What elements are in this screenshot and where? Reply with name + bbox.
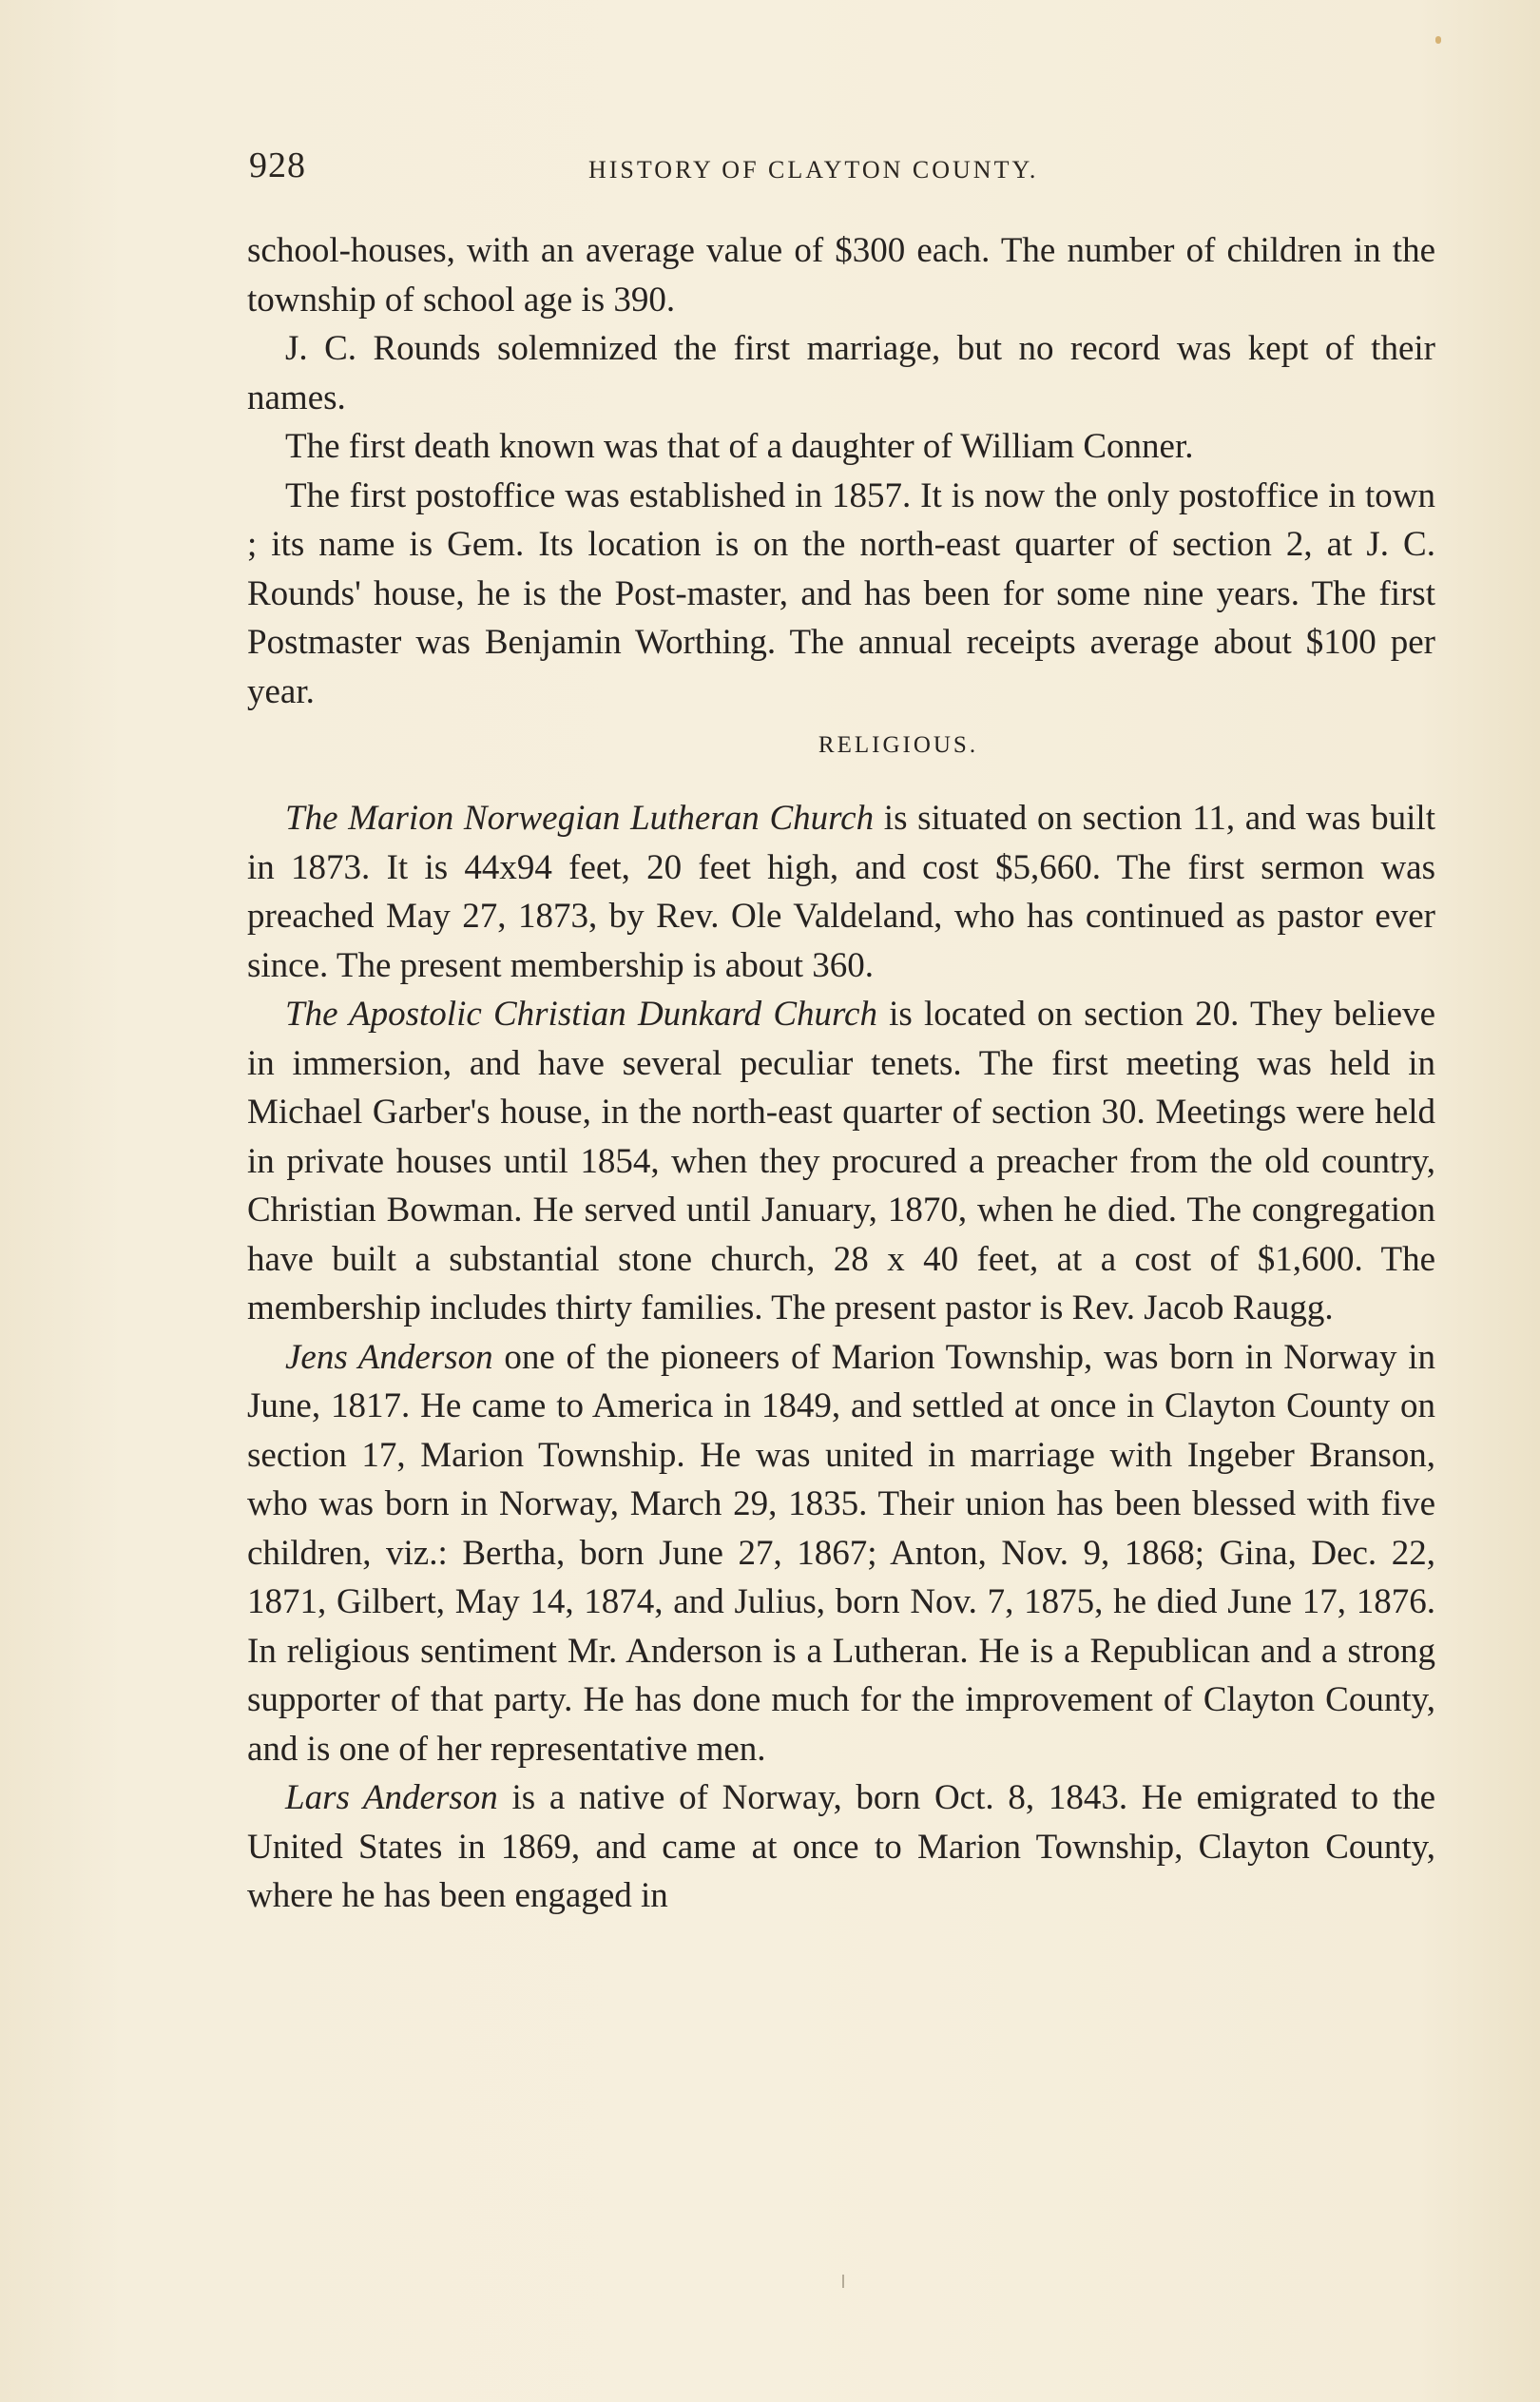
- paragraph-dunkard-church: [247, 990, 1435, 1333]
- lars-anderson-text: is a native of Norway, born Oct. 8, 1843. He emigrated to the United States in 1869, and came at once to Marion Township, Clayton County, where he has been engaged in: [247, 1778, 1435, 1915]
- paragraph-first-marriage: J. C. Rounds solemnized the first marriage, but no record was kept of their names.: [247, 329, 1435, 417]
- lutheran-church-text: is situated on section 11, and was built in 1873. It is 44x94 feet, 20 feet high, and cost $5,660. The first sermon was preached May 27, 1873, by Rev. Ole Valdeland, who has continued as pastor ever since. The present membership is about 360.: [247, 799, 1435, 985]
- paragraph-lars-anderson: [247, 1773, 1435, 1921]
- paragraph-lutheran-church: [247, 794, 1435, 990]
- page-header: [249, 145, 1434, 192]
- lutheran-church-title: The Marion Norwegian Lutheran Church: [285, 799, 875, 838]
- jens-anderson-text: one of the pioneers of Marion Township, was born in Norway in June, 1817. He came to America in 1849, and settled at once in Clayton County on section 17, Marion Township. He was united in marriage with Ingeber Branson, who was born in Norway, March 29, 1835. Their union has been blessed with five children, viz.: Bertha, born June 27, 1867; Anton, Nov. 9, 1868; Gina, Dec. 22, 1871, Gilbert, May 14, 1874, and Julius, born Nov. 7, 1875, he died June 17, 1876. In religious sentiment Mr. Anderson is a Lutheran. He is a Republican and a strong supporter of that party. He has done much for the improvement of Clayton County, and is one of her representative men.: [247, 1337, 1435, 1769]
- body-text: [247, 226, 1435, 1921]
- paper-blemish: [1435, 36, 1441, 44]
- dunkard-church-text: is located on section 20. They believe in immersion, and have several peculiar tenets. The first meeting was held in Michael Garber's house, in the north-east quarter of section 30. Meetings were held in private houses until 1854, when they procured a preacher from the old country, Christian Bowman. He served until January, 1870, when he died. The congregation have built a substantial stone church, 28 x 40 feet, at a cost of $1,600. The membership includes thirty families. The present pastor is Rev. Jacob Raugg.: [247, 995, 1435, 1327]
- ink-mark: [842, 2275, 844, 2288]
- paragraph-jens-anderson: [247, 1333, 1435, 1774]
- dunkard-church-title: The Apostolic Christian Dunkard Church: [285, 995, 877, 1034]
- running-title: HISTORY OF CLAYTON COUNTY.: [588, 156, 1039, 184]
- paragraph-schools: school-houses, with an average value of $300 each. The number of children in the township of school age is 390.: [247, 231, 1435, 320]
- section-heading-religious: RELIGIOUS.: [818, 732, 979, 758]
- jens-anderson-name: Jens Anderson: [285, 1337, 493, 1377]
- lars-anderson-name: Lars Anderson: [285, 1778, 498, 1817]
- page-number: 928: [249, 145, 306, 185]
- paragraph-postoffice: The first postoffice was established in 1857. It is now the only postoffice in town ; its name is Gem. Its location is on the north-east quarter of section 2, at J. C. Rounds' house, he is the Post-master, and has been for some nine years. The first Postmaster was Benjamin Worthing. The annual receipts average about $100 per year.: [247, 475, 1435, 711]
- paragraph-first-death: The first death known was that of a daughter of William Conner.: [285, 427, 1194, 466]
